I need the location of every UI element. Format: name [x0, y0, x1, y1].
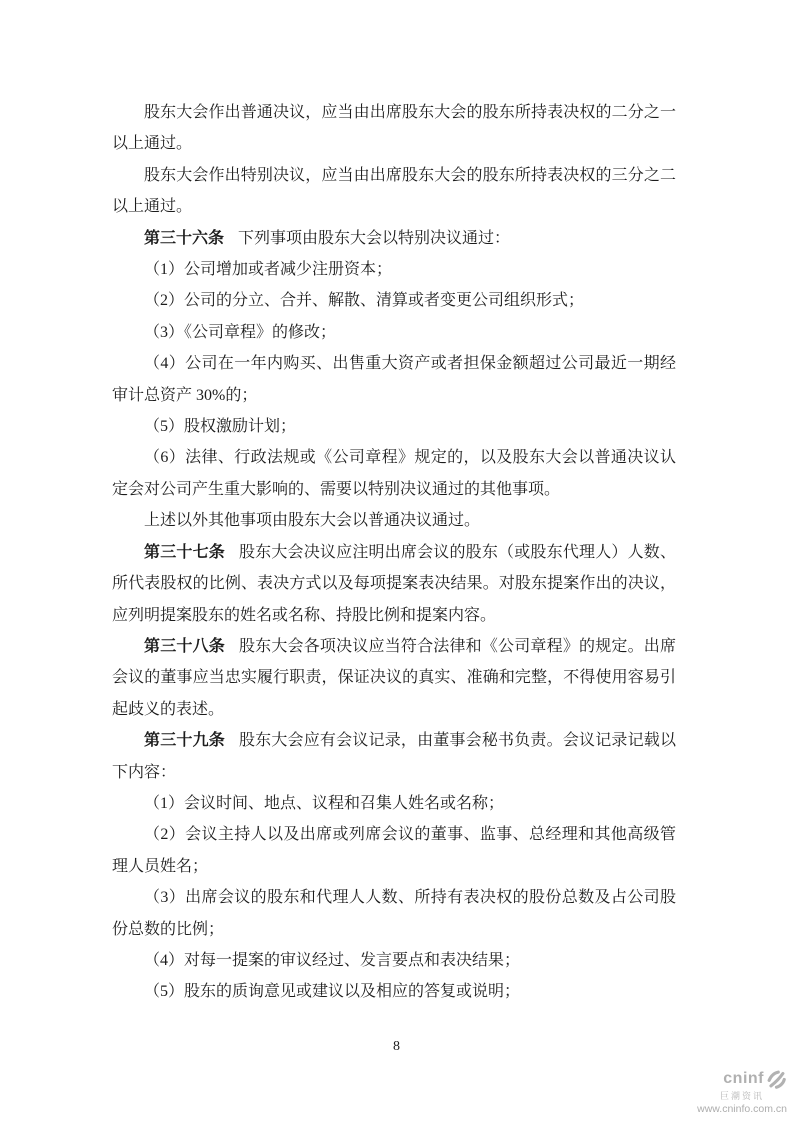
paragraph [112, 223, 676, 254]
paragraph-text: （4）对每一提案的审议经过、发言要点和表决结果； [144, 951, 521, 969]
paragraph-text: （3）《公司章程》的修改； [144, 323, 337, 341]
page-number: 8 [393, 1039, 400, 1054]
paragraph [112, 160, 676, 223]
article-number: 第三十九条 [144, 732, 225, 750]
paragraph [112, 976, 676, 1007]
paragraph [112, 537, 676, 631]
paragraph-text: （2）会议主持人以及出席或列席会议的董事、监事、总经理和其他高级管理人员姓名； [112, 826, 676, 875]
paragraph [112, 631, 676, 725]
article-number: 第三十八条 [144, 637, 225, 655]
cninfo-logo [697, 1068, 787, 1115]
paragraph [112, 725, 676, 788]
paragraph [112, 317, 676, 348]
paragraph-text: （2）公司的分立、合并、解散、清算或者变更公司组织形式； [144, 292, 585, 310]
paragraph-text: 股东大会应有会议记录，由董事会秘书负责。会议记录记载以下内容： [112, 732, 676, 781]
cninfo-url: www.cninfo.com.cn [697, 1103, 787, 1115]
paragraph-text: 股东大会决议应注明出席会议的股东（或股东代理人）人数、所代表股权的比例、表决方式以及每项提案表决结果。对股东提案作出的决议，应列明提案股东的姓名或名称、持股比例和提案内容。 [112, 543, 676, 624]
paragraph-text: 股东大会作出特别决议，应当由出席股东大会的股东所持表决权的三分之二以上通过。 [112, 166, 676, 216]
paragraph [112, 411, 676, 442]
cninfo-chinese-name: 巨潮资讯 [719, 1091, 764, 1101]
paragraph [112, 97, 676, 160]
paragraph [112, 442, 676, 505]
paragraph-text: （5）股东的质询意见或建议以及相应的答复或说明； [144, 983, 521, 1001]
article-number: 第三十七条 [144, 543, 225, 561]
paragraph-text: （3）出席会议的股东和代理人人数、所持有表决权的股份总数及占公司股份总数的比例； [112, 889, 676, 938]
cninfo-swirl-icon [765, 1068, 787, 1090]
paragraph-text: （5）股权激励计划； [144, 418, 297, 436]
cninfo-logo-row [697, 1068, 787, 1090]
paragraph [112, 882, 676, 945]
paragraph [112, 285, 676, 316]
paragraph [112, 254, 676, 285]
paragraph-text: （6）法律、行政法规或《公司章程》规定的，以及股东大会以普通决议认定会对公司产生重大影响的、需要以特别决议通过的其他事项。 [112, 449, 676, 498]
paragraph [112, 348, 676, 411]
paragraph-text: 股东大会作出普通决议，应当由出席股东大会的股东所持表决权的二分之一以上通过。 [112, 104, 676, 153]
cninfo-wordmark: cninf [723, 1070, 764, 1087]
paragraph [112, 819, 676, 882]
paragraph-text: （4）公司在一年内购买、出售重大资产或者担保金额超过公司最近一期经审计总资产 30%的； [112, 355, 676, 404]
paragraph [112, 505, 676, 536]
paragraph-text: 股东大会各项决议应当符合法律和《公司章程》的规定。出席会议的董事应当忠实履行职责，保证决议的真实、准确和完整，不得使用容易引起歧义的表述。 [112, 637, 676, 718]
article-number: 第三十六条 [144, 229, 225, 247]
paragraph-text: （1）会议时间、地点、议程和召集人姓名或名称； [144, 794, 505, 812]
paragraph [112, 788, 676, 819]
paragraph-text: 下列事项由股东大会以特别决议通过： [238, 229, 511, 247]
paragraph [112, 945, 676, 976]
paragraph-text: 上述以外其他事项由股东大会以普通决议通过。 [144, 512, 481, 530]
paragraph-text: （1）公司增加或者减少注册资本； [144, 261, 393, 279]
document-body [112, 97, 676, 1008]
